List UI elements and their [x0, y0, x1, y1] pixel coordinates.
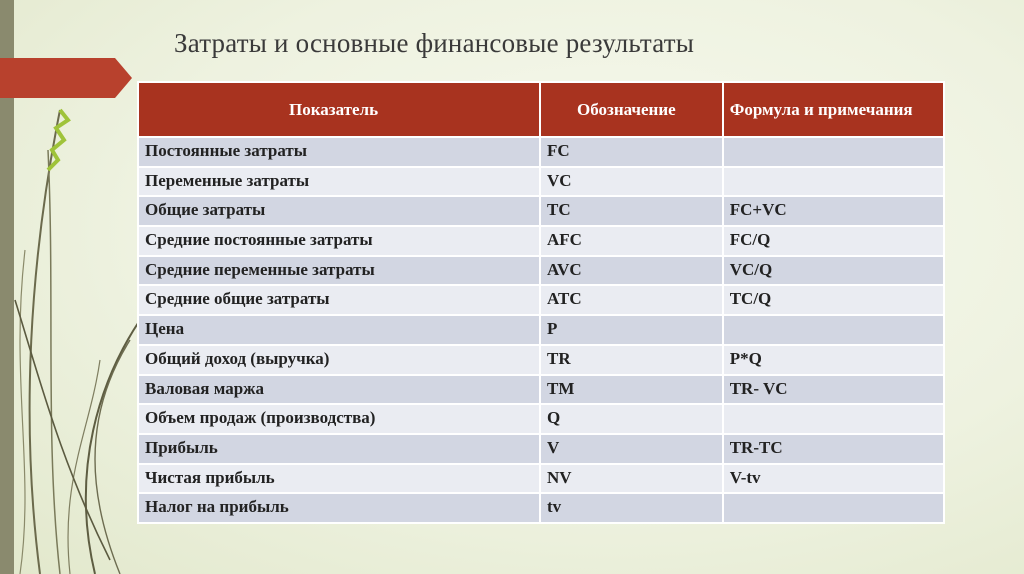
symbol-cell: FC [540, 137, 723, 167]
table-row [138, 434, 944, 464]
formula-cell: VC/Q [723, 256, 944, 286]
table-row [138, 315, 944, 345]
table-row [138, 167, 944, 197]
symbol-cell: P [540, 315, 723, 345]
indicator-cell: Чистая прибыль [138, 464, 540, 494]
indicator-cell: Валовая маржа [138, 375, 540, 405]
header-symbol: Обозначение [540, 82, 723, 137]
formula-cell [723, 167, 944, 197]
symbol-cell: AVC [540, 256, 723, 286]
table-row [138, 285, 944, 315]
formula-cell [723, 404, 944, 434]
table-row [138, 375, 944, 405]
indicator-cell: Прибыль [138, 434, 540, 464]
formula-cell: P*Q [723, 345, 944, 375]
formula-cell: FC+VC [723, 196, 944, 226]
table-row [138, 464, 944, 494]
formula-cell: V-tv [723, 464, 944, 494]
indicator-cell: Средние переменные затраты [138, 256, 540, 286]
indicator-cell: Средние общие затраты [138, 285, 540, 315]
table-row [138, 345, 944, 375]
indicator-cell: Средние постоянные затраты [138, 226, 540, 256]
title-arrow-tab [0, 58, 132, 98]
table-row [138, 137, 944, 167]
table-row [138, 226, 944, 256]
symbol-cell: tv [540, 493, 723, 523]
symbol-cell: Q [540, 404, 723, 434]
symbol-cell: NV [540, 464, 723, 494]
table-row [138, 493, 944, 523]
table-header-row [138, 82, 944, 137]
indicator-cell: Общие затраты [138, 196, 540, 226]
slide-title: Затраты и основные финансовые результаты [174, 28, 695, 58]
formula-cell [723, 493, 944, 523]
indicator-cell: Постоянные затраты [138, 137, 540, 167]
indicator-cell: Цена [138, 315, 540, 345]
table-row [138, 196, 944, 226]
indicator-cell: Общий доход (выручка) [138, 345, 540, 375]
formula-cell: FC/Q [723, 226, 944, 256]
symbol-cell: AFC [540, 226, 723, 256]
table-row [138, 256, 944, 286]
symbol-cell: TR [540, 345, 723, 375]
header-formula: Формула и примечания [723, 82, 944, 137]
formula-cell: TR- VC [723, 375, 944, 405]
indicator-cell: Переменные затраты [138, 167, 540, 197]
formula-cell: TC/Q [723, 285, 944, 315]
formula-cell [723, 315, 944, 345]
symbol-cell: TM [540, 375, 723, 405]
indicator-cell: Налог на прибыль [138, 493, 540, 523]
formula-cell [723, 137, 944, 167]
symbol-cell: VC [540, 167, 723, 197]
symbol-cell: ATC [540, 285, 723, 315]
table-row [138, 404, 944, 434]
symbol-cell: V [540, 434, 723, 464]
symbol-cell: TC [540, 196, 723, 226]
formula-cell: TR-TC [723, 434, 944, 464]
header-indicator: Показатель [138, 82, 540, 137]
indicator-cell: Объем продаж (производства) [138, 404, 540, 434]
costs-table [137, 81, 945, 524]
